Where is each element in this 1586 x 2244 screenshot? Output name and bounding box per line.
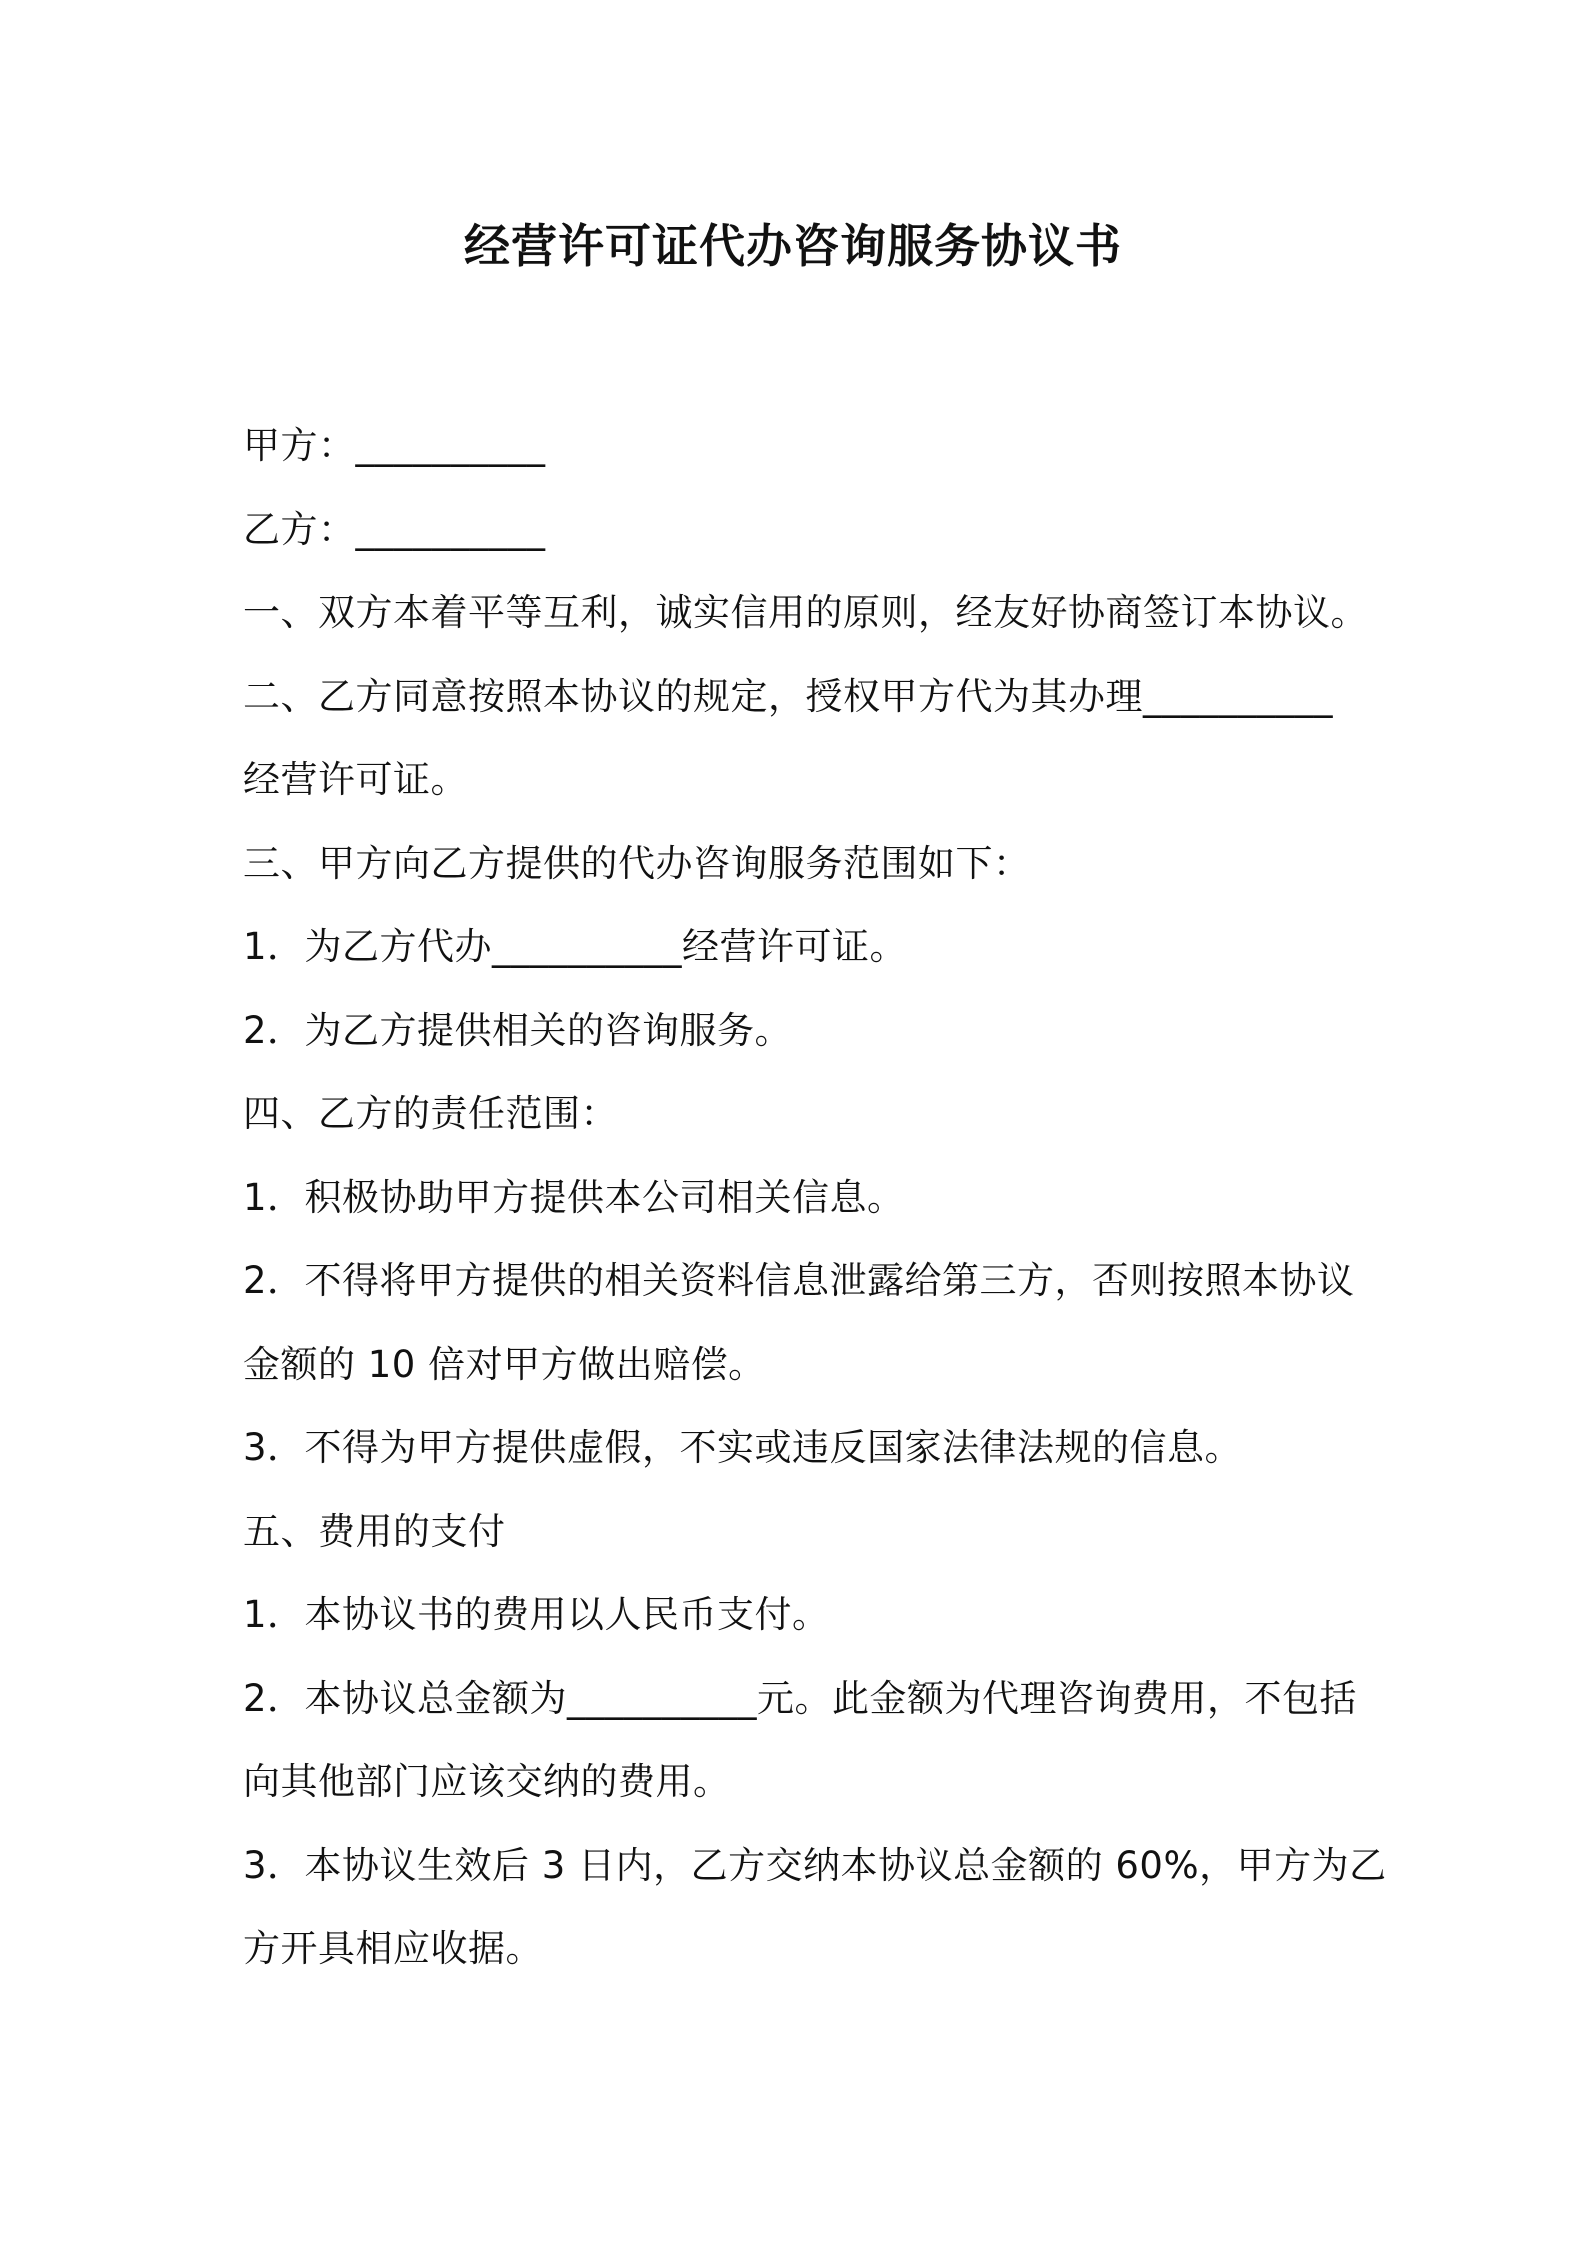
clause-5-item-2-line-2: 向其他部门应该交纳的费用。 [243, 1760, 731, 1803]
clause-3-item-1: 1．为乙方代办__________经营许可证。 [243, 925, 908, 968]
clause-5-item-3-line-1: 3．本协议生效后 3 日内，乙方交纳本协议总金额的 60%，甲方为乙 [243, 1843, 1387, 1887]
clause-4-heading: 四、乙方的责任范围： [243, 1092, 618, 1135]
clause-5-item-3-line-2: 方开具相应收据。 [243, 1927, 543, 1970]
clause-2-line-2: 经营许可证。 [243, 758, 468, 801]
clause-3-item-2: 2．为乙方提供相关的咨询服务。 [243, 1008, 793, 1052]
clause-1: 一、双方本着平等互利，诚实信用的原则，经友好协商签订本协议。 [243, 591, 1368, 634]
clause-4-item-2-line-1: 2．不得将甲方提供的相关资料信息泄露给第三方，否则按照本协议 [243, 1259, 1355, 1302]
clause-4-item-1: 1．积极协助甲方提供本公司相关信息。 [243, 1175, 905, 1219]
clause-3-heading: 三、甲方向乙方提供的代办咨询服务范围如下： [243, 841, 1031, 885]
clause-5-heading: 五、费用的支付 [243, 1509, 506, 1553]
party-a-line: 甲方：__________ [243, 424, 546, 467]
clause-5-item-1: 1．本协议书的费用以人民币支付。 [243, 1593, 830, 1636]
party-b-line: 乙方：__________ [243, 507, 546, 551]
document-title: 经营许可证代办咨询服务协议书 [464, 219, 1122, 273]
clause-2-line-1: 二、乙方同意按照本协议的规定，授权甲方代为其办理__________ [243, 674, 1333, 718]
clause-5-item-2-line-1: 2．本协议总金额为__________元。此金额为代理咨询费用，不包括 [243, 1676, 1358, 1720]
document-body [243, 404, 1387, 1991]
clause-4-item-3: 3．不得为甲方提供虚假，不实或违反国家法律法规的信息。 [243, 1426, 1243, 1469]
clause-4-item-2-line-2: 金额的 10 倍对甲方做出赔偿。 [243, 1342, 766, 1386]
